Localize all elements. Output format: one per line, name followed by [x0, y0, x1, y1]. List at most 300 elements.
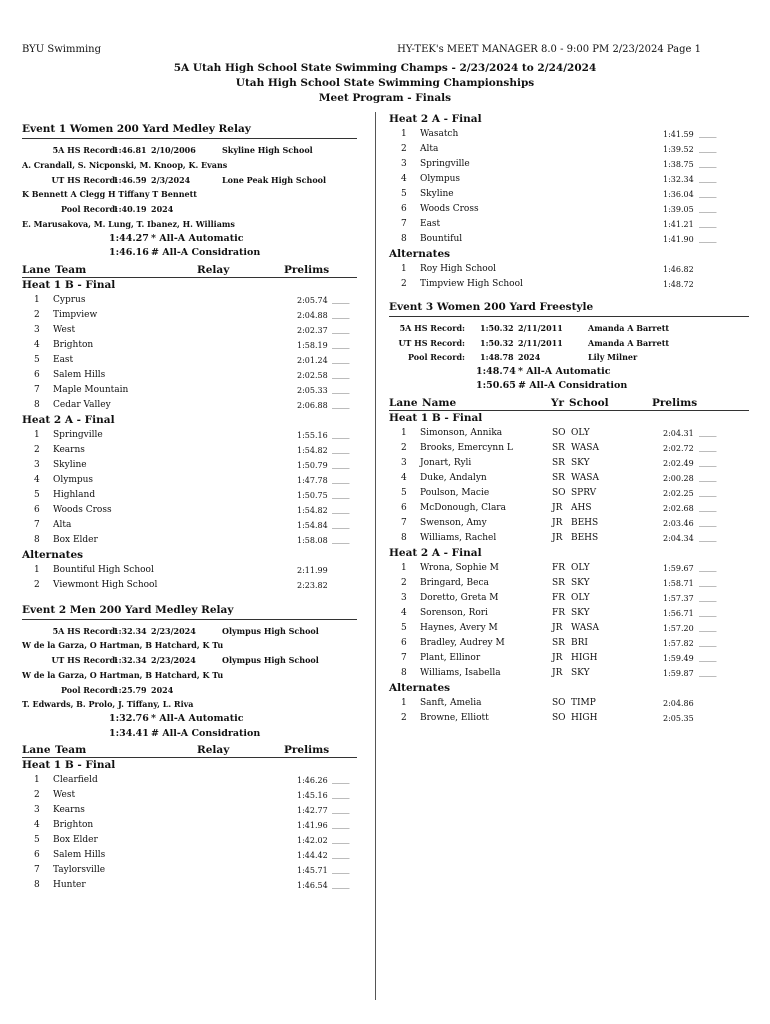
record-label: UT HS Record:: [51, 174, 118, 185]
result-blank: _____: [699, 235, 717, 243]
lane-number: 2: [401, 144, 407, 154]
record-date: 2/11/2011: [518, 323, 563, 333]
record-line: [389, 350, 749, 365]
team-name: Woods Cross: [420, 204, 479, 214]
result-blank: _____: [332, 881, 350, 889]
team-name: Box Elder: [53, 835, 98, 845]
lane-number: 7: [401, 219, 407, 229]
prelim-time: 1:54.82: [297, 505, 328, 515]
result-blank: _____: [332, 776, 350, 784]
prelim-time: 2:02.72: [663, 443, 694, 453]
standard-time: 1:34.41: [109, 727, 149, 739]
lane-number: 3: [401, 592, 407, 603]
entry-row: [389, 501, 749, 516]
time-standard: [22, 232, 357, 247]
swimmer-name: McDonough, Clara: [420, 502, 506, 513]
team-name: Bountiful High School: [53, 564, 154, 575]
result-blank: _____: [699, 160, 717, 168]
right-column: [389, 112, 749, 726]
lane-number: 2: [401, 279, 407, 289]
lane-number: 8: [34, 534, 40, 545]
entry-row: [389, 277, 749, 292]
lane-number: 5: [401, 622, 407, 633]
swimmer-school: BEHS: [571, 517, 599, 528]
result-blank: _____: [332, 520, 350, 529]
lane-number: 1: [34, 294, 40, 305]
prelim-time: 1:58.19: [297, 340, 328, 350]
event-block: [22, 122, 357, 593]
result-blank: _____: [332, 821, 350, 829]
prelim-time: 1:58.71: [663, 578, 694, 588]
result-blank: _____: [332, 475, 350, 484]
standard-time: 1:44.27: [109, 232, 149, 244]
spacer: [22, 593, 357, 603]
prelim-time: 1:59.67: [663, 563, 694, 573]
entry-row: [22, 323, 357, 338]
team-name: West: [53, 324, 76, 335]
record-time: 1:50.32: [480, 323, 514, 333]
standard-label: * All-A Automatic: [151, 232, 244, 244]
record-time: 1:32.34: [113, 655, 147, 665]
swimmer-school: WASA: [571, 472, 599, 483]
team-name: Springville: [53, 429, 103, 440]
event-rule: [22, 138, 357, 139]
column-divider: [375, 112, 376, 1000]
alternates-title: Alternates: [22, 548, 84, 561]
record-line: [22, 202, 357, 217]
entry-row: [22, 578, 357, 593]
result-blank: _____: [332, 355, 350, 364]
entry-row: [389, 202, 749, 217]
record-label: Pool Record:: [60, 204, 118, 214]
event-block: [22, 603, 357, 894]
result-blank: _____: [332, 310, 350, 319]
entry-row: [22, 353, 357, 368]
entry-row: [22, 368, 357, 383]
lane-number: 7: [34, 384, 40, 395]
prelim-time: 1:57.82: [663, 638, 694, 648]
result-blank: _____: [699, 130, 717, 138]
record-holder: Lone Peak High School: [222, 174, 327, 185]
prelim-time: 1:39.05: [663, 205, 694, 214]
prelim-time: 1:41.21: [663, 220, 694, 229]
time-standard: [389, 365, 749, 380]
standard-time: 1:32.76: [109, 713, 149, 724]
column-headers: [22, 743, 357, 758]
prelim-time: 2:05.33: [297, 385, 328, 395]
prelim-time: 1:46.54: [297, 881, 328, 890]
team-name: Kearns: [53, 805, 85, 815]
lane-number: 1: [401, 427, 407, 438]
swimmer-year: SO: [552, 427, 566, 438]
prelim-time: 1:38.75: [663, 160, 694, 169]
swimmer-year: JR: [552, 502, 563, 513]
entry-row: [389, 172, 749, 187]
prelim-time: 2:06.88: [297, 400, 328, 410]
entry-row: [22, 788, 357, 803]
entry-row: [389, 666, 749, 681]
record-date: 2024: [518, 352, 541, 362]
prelim-time: 1:46.26: [297, 776, 328, 785]
lane-number: 7: [401, 517, 407, 528]
lane-number: 2: [34, 790, 40, 800]
lane-number: 5: [401, 189, 407, 199]
entry-row: [389, 576, 749, 591]
entry-row: [22, 533, 357, 548]
entry-row: [389, 142, 749, 157]
standard-time: 1:50.65: [476, 380, 516, 391]
lane-number: 7: [401, 652, 407, 663]
prelim-time: 1:44.42: [297, 851, 328, 860]
team-name: Olympus: [420, 174, 461, 184]
prelim-time: 1:58.08: [297, 535, 328, 545]
record-label: 5A HS Record:: [52, 625, 118, 636]
entry-row: [389, 426, 749, 441]
result-blank: _____: [699, 503, 717, 512]
team-name: West: [53, 790, 76, 800]
entry-row: [389, 471, 749, 486]
result-blank: _____: [699, 443, 717, 452]
entry-row: [389, 217, 749, 232]
swimmer-year: SR: [552, 637, 565, 648]
result-blank: _____: [699, 428, 717, 437]
column-headers: [22, 263, 357, 278]
swimmer-school: WASA: [571, 622, 599, 633]
lane-number: 1: [401, 562, 407, 573]
team-name: Maple Mountain: [53, 384, 129, 395]
lane-number: 2: [34, 579, 40, 590]
lane-number: 5: [34, 835, 40, 845]
lane-number: 4: [401, 472, 407, 483]
lane-number: 5: [34, 489, 40, 500]
swimmer-school: HIGH: [571, 712, 598, 723]
swimmer-year: JR: [552, 532, 563, 543]
entry-row: [22, 818, 357, 833]
result-blank: _____: [699, 653, 717, 662]
prelim-time: 1:32.34: [663, 175, 694, 184]
prelim-time: 1:42.02: [297, 836, 328, 845]
result-blank: _____: [699, 668, 717, 677]
entry-row: [389, 441, 749, 456]
swimmer-year: FR: [552, 592, 566, 603]
lane-number: 4: [401, 607, 407, 618]
record-holder: Skyline High School: [222, 145, 313, 155]
entry-row: [22, 383, 357, 398]
record-holder: Lily Milner: [588, 352, 638, 362]
swimmer-school: SKY: [571, 607, 590, 618]
team-name: Timpview: [53, 309, 98, 320]
result-blank: _____: [699, 518, 717, 527]
record-date: 2/23/2024: [151, 655, 196, 665]
prelim-time: 1:50.75: [297, 490, 328, 500]
entry-row: [389, 157, 749, 172]
record-time: 1:40.19: [113, 204, 147, 214]
swimmer-school: HIGH: [571, 652, 598, 663]
lane-number: 2: [401, 712, 407, 723]
standard-time: 1:48.74: [476, 365, 516, 377]
result-blank: _____: [332, 430, 350, 439]
swimmer-school: WASA: [571, 442, 599, 453]
result-blank: _____: [332, 400, 350, 409]
heat-title: Heat 2 A - Final: [22, 413, 115, 426]
swimmer-name: Swenson, Amy: [420, 517, 487, 528]
entry-row: [22, 518, 357, 533]
col-prelims: Prelims: [284, 744, 330, 756]
swimmer-year: JR: [552, 667, 563, 678]
entry-row: [22, 443, 357, 458]
entry-row: [22, 773, 357, 788]
team-name: Hunter: [53, 880, 86, 890]
page-header-right: HY-TEK's MEET MANAGER 8.0 - 9:00 PM 2/23/2024 Page 1: [397, 44, 701, 55]
result-blank: _____: [332, 340, 350, 349]
time-standard: [22, 727, 357, 742]
record-swimmers: T. Edwards, B. Prolo, J. Tiffany, L. Riva: [22, 699, 194, 709]
swimmer-year: SO: [552, 712, 566, 723]
lane-number: 8: [401, 667, 407, 678]
prelim-time: 1:57.37: [663, 593, 694, 603]
team-name: Highland: [53, 489, 96, 500]
prelim-time: 2:05.35: [663, 713, 694, 723]
result-blank: _____: [699, 533, 717, 542]
record-line: [22, 653, 357, 668]
entry-row: [389, 232, 749, 247]
team-name: Brighton: [53, 339, 94, 350]
entry-row: [389, 696, 749, 711]
record-date: 2/23/2024: [151, 625, 196, 636]
lane-number: 6: [34, 369, 40, 380]
swimmer-name: Sorenson, Rori: [420, 607, 488, 618]
col-lane: Lane: [22, 744, 51, 756]
result-blank: _____: [332, 445, 350, 454]
col-lane: Lane: [389, 396, 418, 409]
entry-row: [389, 531, 749, 546]
event-title: Event 1 Women 200 Yard Medley Relay: [22, 123, 251, 135]
prelim-time: 1:41.96: [297, 821, 328, 830]
lane-number: 1: [401, 129, 407, 139]
prelim-time: 1:54.84: [297, 520, 328, 530]
team-name: Alta: [420, 144, 439, 154]
swimmer-name: Duke, Andalyn: [420, 472, 487, 483]
prelim-time: 2:02.37: [297, 325, 328, 335]
standard-label: * All-A Automatic: [518, 365, 611, 377]
result-blank: _____: [332, 836, 350, 844]
entry-row: [22, 473, 357, 488]
swimmer-name: Williams, Isabella: [420, 667, 501, 678]
event-rule: [22, 619, 357, 620]
team-name: Olympus: [53, 474, 94, 485]
prelim-time: 2:23.82: [297, 580, 328, 590]
result-blank: _____: [699, 205, 717, 213]
prelim-time: 1:41.90: [663, 235, 694, 244]
result-blank: _____: [699, 623, 717, 632]
prelim-time: 2:02.49: [663, 458, 694, 468]
lane-number: 6: [34, 504, 40, 515]
result-blank: _____: [699, 488, 717, 497]
record-holder: Olympus High School: [222, 655, 319, 665]
result-blank: _____: [332, 385, 350, 394]
prelim-time: 2:11.99: [297, 565, 328, 575]
record-time: 1:25.79: [113, 684, 147, 695]
prelim-time: 2:02.58: [297, 370, 328, 380]
prelim-time: 2:04.31: [663, 428, 694, 438]
swimmer-name: Brooks, Emercynn L: [420, 442, 513, 453]
entry-row: [22, 398, 357, 413]
entry-row: [22, 308, 357, 323]
team-name: Alta: [53, 519, 72, 530]
prelim-time: 1:56.71: [663, 608, 694, 618]
prelim-time: 1:45.71: [297, 866, 328, 875]
prelim-time: 2:04.86: [663, 698, 694, 708]
team-name: Timpview High School: [420, 279, 523, 289]
swimmer-name: Bradley, Audrey M: [420, 637, 505, 648]
result-blank: _____: [699, 175, 717, 183]
lane-number: 8: [34, 880, 40, 890]
prelim-time: 2:05.74: [297, 295, 328, 305]
prelim-time: 1:45.16: [297, 791, 328, 800]
col-yr: Yr: [551, 396, 565, 409]
swimmer-school: OLY: [571, 592, 590, 603]
result-blank: _____: [332, 370, 350, 379]
swimmer-school: BEHS: [571, 532, 599, 543]
team-name: Taylorsville: [53, 865, 106, 875]
result-blank: _____: [332, 325, 350, 334]
time-standard: [22, 712, 357, 727]
swimmer-name: Wrona, Sophie M: [420, 562, 499, 573]
entry-row: [389, 456, 749, 471]
swimmer-name: Doretto, Greta M: [420, 592, 499, 603]
swimmer-name: Browne, Elliott: [420, 712, 489, 723]
swimmer-year: FR: [552, 607, 566, 618]
record-label: UT HS Record:: [398, 337, 465, 348]
swimmer-year: JR: [552, 622, 563, 633]
lane-number: 8: [401, 532, 407, 543]
lane-number: 1: [401, 697, 407, 708]
record-label: Pool Record:: [60, 684, 118, 695]
col-name: Name: [422, 396, 457, 409]
standard-label: # All-A Considration: [518, 380, 628, 391]
swimmer-year: SR: [552, 457, 565, 468]
result-blank: _____: [332, 460, 350, 469]
entry-row: [22, 488, 357, 503]
team-name: Brighton: [53, 820, 94, 830]
record-time: 1:46.81: [113, 145, 147, 155]
prelim-time: 2:02.68: [663, 503, 694, 513]
record-label: 5A HS Record:: [52, 145, 118, 155]
result-blank: _____: [332, 866, 350, 874]
result-blank: _____: [332, 295, 350, 304]
result-blank: _____: [332, 490, 350, 499]
swimmer-school: SKY: [571, 667, 590, 678]
record-line: [22, 143, 357, 158]
team-name: Box Elder: [53, 534, 98, 545]
prelim-time: 1:41.59: [663, 130, 694, 139]
entry-row: [389, 591, 749, 606]
col-team: Team: [55, 263, 87, 276]
prelim-time: 2:00.28: [663, 473, 694, 483]
lane-number: 4: [401, 174, 407, 184]
team-name: Cyprus: [53, 294, 86, 305]
lane-number: 5: [34, 354, 40, 365]
event-title: Event 2 Men 200 Yard Medley Relay: [22, 603, 234, 616]
swimmer-year: JR: [552, 652, 563, 663]
lane-number: 4: [34, 339, 40, 350]
result-blank: _____: [699, 608, 717, 617]
result-blank: _____: [699, 458, 717, 467]
prelim-time: 2:04.34: [663, 533, 694, 543]
prelim-time: 1:57.20: [663, 623, 694, 633]
record-line: [389, 321, 749, 336]
swimmer-name: Williams, Rachel: [420, 532, 497, 543]
record-time: 1:48.78: [480, 352, 514, 362]
record-date: 2/10/2006: [151, 145, 196, 155]
entry-row: [22, 338, 357, 353]
entry-row: [389, 651, 749, 666]
time-standard: [389, 379, 749, 394]
swimmer-name: Poulson, Macie: [420, 487, 490, 498]
entry-row: [22, 863, 357, 878]
team-name: Salem Hills: [53, 850, 106, 860]
entry-row: [22, 563, 357, 578]
heat-title: Heat 1 B - Final: [22, 759, 116, 771]
page-header-left: BYU Swimming: [22, 44, 101, 55]
record-swimmers: K Bennett A Clegg H Tiffany T Bennett: [22, 189, 197, 199]
prelim-time: 1:42.77: [297, 806, 328, 815]
swimmer-year: FR: [552, 562, 566, 573]
prelim-time: 2:03.46: [663, 518, 694, 528]
swimmer-school: OLY: [571, 427, 590, 438]
lane-number: 1: [34, 775, 40, 785]
prelim-time: 1:48.72: [663, 280, 694, 289]
result-blank: _____: [699, 563, 717, 572]
swimmer-year: SO: [552, 697, 566, 708]
entry-row: [389, 636, 749, 651]
team-name: Clearfield: [53, 775, 98, 785]
heat-title: Heat 2 A - Final: [389, 113, 482, 125]
col-relay: Relay: [197, 263, 230, 276]
entry-row: [389, 486, 749, 501]
meet-subtitle: Utah High School State Swimming Championships: [235, 77, 535, 89]
col-prelims: Prelims: [284, 263, 330, 276]
record-swimmers: W de la Garza, O Hartman, B Hatchard, K Tu: [22, 640, 224, 650]
prelim-time: 1:54.82: [297, 445, 328, 455]
lane-number: 6: [401, 637, 407, 648]
record-date: 2/3/2024: [151, 174, 191, 185]
result-blank: _____: [699, 220, 717, 228]
lane-number: 2: [401, 577, 407, 588]
swimmer-year: JR: [552, 517, 563, 528]
time-standard: [22, 246, 357, 261]
record-line: [22, 173, 357, 188]
record-time: 1:46.59: [113, 174, 147, 185]
lane-number: 4: [34, 820, 40, 830]
result-blank: _____: [699, 593, 717, 602]
prelim-time: 1:36.04: [663, 190, 694, 199]
prelim-time: 1:50.79: [297, 460, 328, 470]
team-name: Roy High School: [420, 264, 497, 274]
swimmer-year: SR: [552, 577, 565, 588]
entry-row: [389, 127, 749, 142]
lane-number: 5: [401, 487, 407, 498]
prelim-time: 1:47.78: [297, 475, 328, 485]
record-line: [389, 336, 749, 351]
result-blank: _____: [699, 578, 717, 587]
record-line: [22, 624, 357, 639]
prelim-time: 1:39.52: [663, 145, 694, 154]
prelim-time: 1:59.87: [663, 668, 694, 678]
swimmer-school: SKY: [571, 577, 590, 588]
result-blank: _____: [332, 535, 350, 544]
left-column: [22, 112, 357, 893]
